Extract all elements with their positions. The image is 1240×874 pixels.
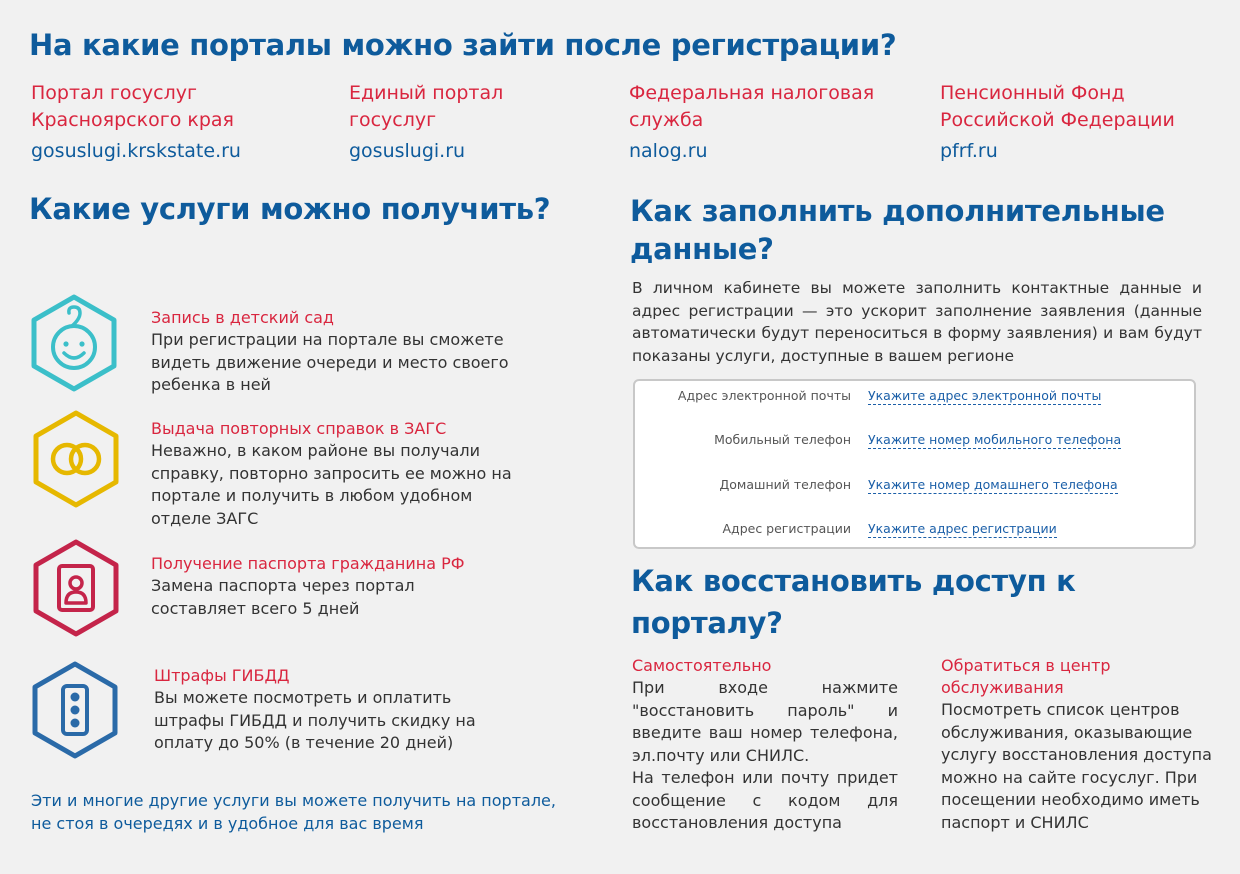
additional-title-line: Как заполнить дополнительные — [630, 194, 1165, 228]
restore-self — [632, 655, 898, 835]
portal-name: Красноярского края — [31, 109, 234, 131]
additional-title-line: данные? — [630, 232, 774, 266]
contact-form — [633, 379, 1196, 549]
portal-link[interactable]: pfrf.ru — [940, 140, 998, 162]
services-footer-line: Эти и многие другие услуги вы можете получить на портале, — [31, 791, 556, 810]
service-desc: Вы можете посмотреть и оплатить — [154, 688, 452, 707]
address-link[interactable]: Укажите адрес регистрации — [868, 521, 1057, 536]
service-desc: ребенка в ней — [151, 375, 271, 394]
mobile-label: Мобильный телефон — [714, 432, 851, 447]
restore-self-text: На телефон или почту придет сообщение с кодом для восстановления доступа — [632, 768, 898, 832]
portal-link[interactable]: nalog.ru — [629, 140, 708, 162]
restore-center-text: обслуживания, оказывающие — [941, 722, 1193, 742]
rings-icon — [30, 409, 122, 509]
address-label: Адрес регистрации — [722, 521, 851, 536]
form-row-mobile — [635, 432, 1194, 452]
traffic-light-icon — [29, 660, 121, 760]
portal-pfrf — [940, 80, 1175, 164]
mobile-link[interactable]: Укажите номер мобильного телефона — [868, 432, 1122, 447]
portal-name: Портал госуслуг — [31, 82, 197, 104]
service-desc: Неважно, в каком районе вы получали — [151, 441, 481, 460]
restore-self-text: При входе нажмите "восстановить пароль" и введите ваш номер телефона, эл.почту или СНИЛС. — [632, 678, 898, 765]
service-kindergarten — [151, 307, 551, 397]
portal-gosuslugi — [349, 80, 503, 164]
restore-self-title: Самостоятельно — [632, 656, 772, 675]
restore-center-text: услугу восстановления доступа — [941, 745, 1212, 764]
portal-name: Пенсионный Фонд — [940, 82, 1125, 104]
form-row-home — [635, 477, 1194, 497]
service-title: Выдача повторных справок в ЗАГС — [151, 419, 447, 438]
portal-name: госуслуг — [349, 109, 437, 131]
portal-link[interactable]: gosuslugi.krskstate.ru — [31, 140, 241, 162]
portal-link[interactable]: gosuslugi.ru — [349, 140, 466, 162]
portal-name: Российской Федерации — [940, 109, 1175, 131]
additional-title — [630, 192, 1165, 268]
service-zags — [151, 418, 551, 530]
email-link[interactable]: Укажите адрес электронной почты — [868, 388, 1102, 403]
service-title: Запись в детский сад — [151, 308, 334, 327]
services-footer — [31, 790, 556, 835]
service-gibdd — [154, 665, 554, 755]
restore-center — [941, 655, 1231, 834]
passport-icon — [30, 538, 122, 638]
service-title: Штрафы ГИБДД — [154, 666, 290, 685]
restore-title-line: порталу? — [631, 606, 783, 640]
service-title: Получение паспорта гражданина РФ — [151, 554, 465, 573]
service-passport — [151, 553, 551, 620]
portal-name: Федеральная налоговая — [629, 82, 875, 104]
email-label: Адрес электронной почты — [677, 388, 851, 403]
restore-center-text: можно на сайте госуслуг. При — [941, 767, 1198, 787]
service-desc: составляет всего 5 дней — [151, 598, 360, 618]
service-desc: портале и получить в любом удобном — [151, 486, 473, 505]
form-row-email — [635, 388, 1194, 408]
baby-icon — [28, 293, 120, 393]
form-row-address — [635, 521, 1194, 541]
service-desc: справку, повторно запросить ее можно на — [151, 463, 512, 483]
restore-center-text: Посмотреть список центров — [941, 700, 1180, 719]
portal-name: служба — [629, 109, 704, 131]
restore-title — [631, 560, 1076, 644]
portal-nalog — [629, 80, 874, 164]
home-phone-label: Домашний телефон — [719, 477, 851, 492]
restore-title-line: Как восстановить доступ к — [631, 564, 1076, 598]
portal-krskstate — [31, 80, 241, 164]
services-title: Какие услуги можно получить? — [29, 192, 551, 226]
page-title: На какие порталы можно зайти после регистрации? — [29, 28, 897, 62]
service-desc: видеть движение очереди и место своего — [151, 352, 509, 372]
restore-center-title: Обратиться в центр — [941, 656, 1111, 675]
home-phone-link[interactable]: Укажите номер домашнего телефона — [868, 477, 1118, 492]
service-desc: штрафы ГИБДД и получить скидку на — [154, 710, 476, 730]
service-desc: Замена паспорта через портал — [151, 576, 415, 595]
restore-center-text: паспорт и СНИЛС — [941, 812, 1089, 832]
service-desc: оплату до 50% (в течение 20 дней) — [154, 733, 454, 752]
restore-center-title: обслуживания — [941, 678, 1064, 697]
portal-name: Единый портал — [349, 82, 504, 104]
restore-center-text: посещении необходимо иметь — [941, 790, 1200, 809]
service-desc: отделе ЗАГС — [151, 508, 259, 528]
services-footer-line: не стоя в очередях и в удобное для вас время — [31, 813, 424, 833]
additional-text: В личном кабинете вы можете заполнить контактные данные и адрес регистрации — это ускорит заполнение заявления (данные автоматически будут переноситься в форму заявления) и вам будут показаны услуги, доступные в вашем регионе — [632, 279, 1202, 365]
service-desc: При регистрации на портале вы сможете — [151, 330, 504, 349]
